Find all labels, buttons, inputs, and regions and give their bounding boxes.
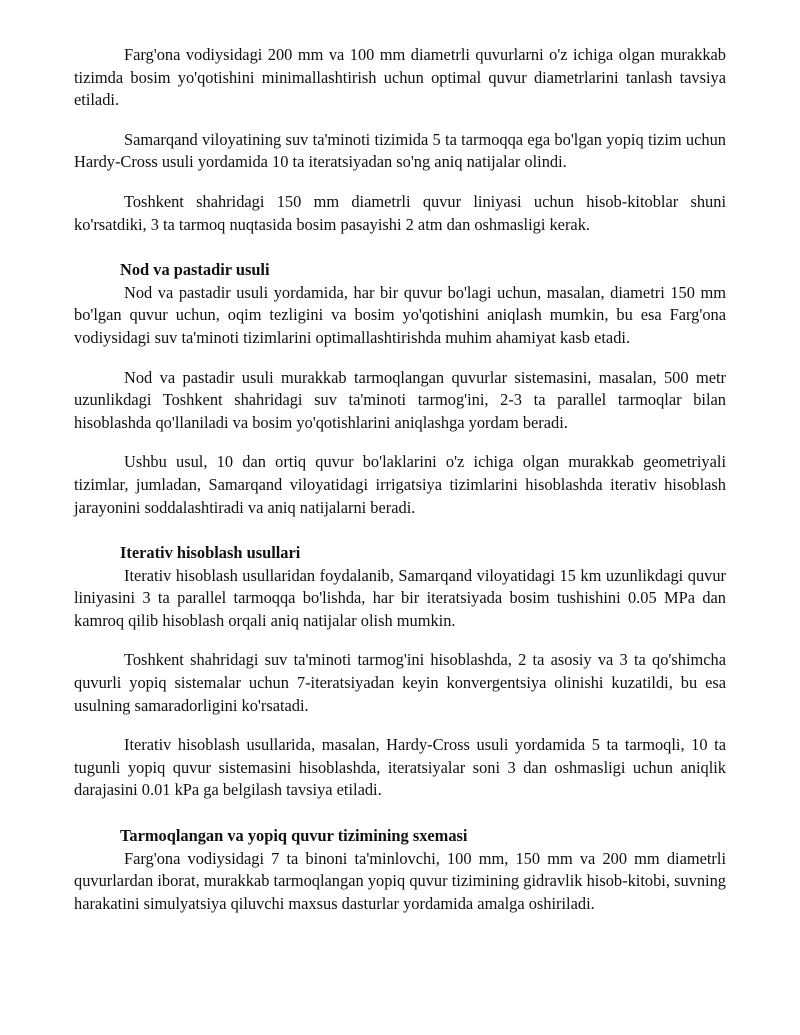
section-heading-sxema: Tarmoqlangan va yopiq quvur tizimining sxemasi — [120, 826, 468, 846]
section-heading-nod: Nod va pastadir usuli — [120, 260, 270, 280]
section-heading-iterativ: Iterativ hisoblash usullari — [120, 543, 301, 563]
paragraph-intro-3: Toshkent shahridagi 150 mm diametrli quvur liniyasi uchun hisob-kitoblar shuni ko'rsatdiki, 3 ta tarmoq nuqtasida bosim pasayishi 2 atm dan oshmasligi kerak. — [74, 191, 726, 234]
paragraph-sxema-1: Farg'ona vodiysidagi 7 ta binoni ta'minlovchi, 100 mm, 150 mm va 200 mm diametrli quvurlardan iborat, murakkab tarmoqlangan yopiq quvur tizimining gidravlik hisob-kitobi, suvning harakatini simulyatsiya qiluvchi maxsus dasturlar yordamida amalga oshiriladi. — [74, 848, 726, 913]
paragraph-nod-2: Nod va pastadir usuli murakkab tarmoqlangan quvurlar sistemasini, masalan, 500 metr uzunlikdagi Toshkent shahridagi suv ta'minoti tarmog'ini, 2-3 ta parallel tarmoqlar bilan hisoblashda qo'llaniladi va bosim yo'qotishlarini aniqlashga yordam beradi. — [74, 367, 726, 432]
paragraph-iterativ-1: Iterativ hisoblash usullaridan foydalanib, Samarqand viloyatidagi 15 km uzunlikdagi quvur liniyasini 3 ta parallel tarmoqqa bo'lishda, har bir iteratsiyada bosim tushishini 0.05 MPa dan kamroq qilib hisoblash orqali aniq natijalar olish mumkin. — [74, 565, 726, 630]
paragraph-intro-1: Farg'ona vodiysidagi 200 mm va 100 mm diametrli quvurlarni o'z ichiga olgan murakkab tizimda bosim yo'qotishini minimallashtirish uchun optimal quvur diametrlarini tanlash tavsiya etiladi. — [74, 45, 726, 110]
paragraph-nod-3: Ushbu usul, 10 dan ortiq quvur bo'laklarini o'z ichiga olgan murakkab geometriyali tizimlar, jumladan, Samarqand viloyatidagi irrigatsiya tizimlarini hisoblashda iterativ hisoblash jarayonini soddalashtiradi va aniq natijalarni beradi. — [74, 452, 726, 517]
paragraph-intro-2: Samarqand viloyatining suv ta'minoti tizimida 5 ta tarmoqqa ega bo'lgan yopiq tizim uchun Hardy-Cross usuli yordamida 10 ta iteratsiyadan so'ng aniq natijalar olindi. — [74, 129, 726, 172]
paragraph-nod-1: Nod va pastadir usuli yordamida, har bir quvur bo'lagi uchun, masalan, diametri 150 mm bo'lgan quvur uchun, oqim tezligini va bosim yo'qotishini aniqlash mumkin, bu esa Farg'ona vodiysidagi suv ta'minoti tizimlarini optimallashtirishda muhim ahamiyat kasb etadi. — [74, 282, 726, 347]
document-page — [74, 44, 726, 915]
paragraph-iterativ-3: Iterativ hisoblash usullarida, masalan, Hardy-Cross usuli yordamida 5 ta tarmoqli, 10 ta tugunli yopiq quvur sistemasini hisoblashda, iteratsiyalar soni 3 dan oshmasligi uchun aniqlik darajasini 0.01 kPa ga belgilash tavsiya etiladi. — [74, 735, 726, 800]
paragraph-iterativ-2: Toshkent shahridagi suv ta'minoti tarmog'ini hisoblashda, 2 ta asosiy va 3 ta qo'shimcha quvurli yopiq sistemalar uchun 7-iteratsiyadan keyin konvergentsiya olinishi kuzatildi, bu esa usulning samaradorligini ko'rsatadi. — [74, 650, 726, 715]
